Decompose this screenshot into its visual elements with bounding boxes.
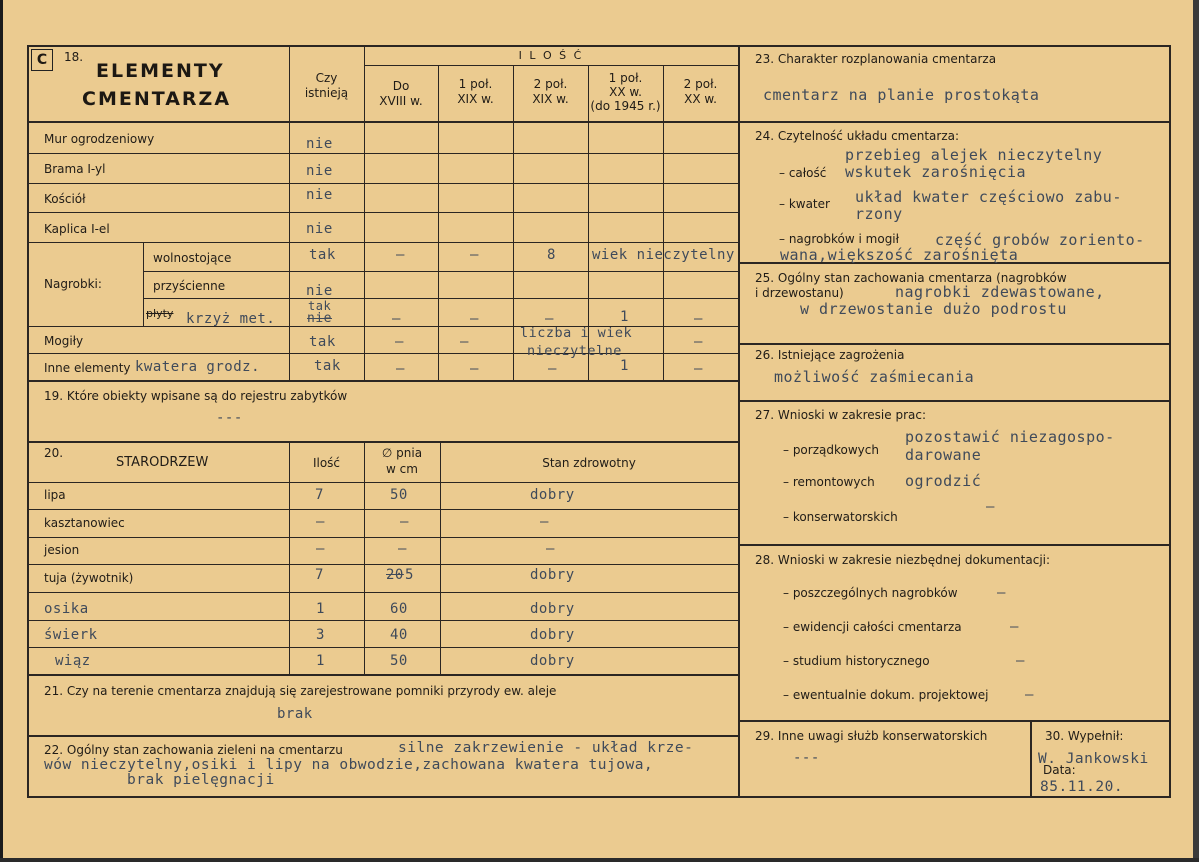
row-mogily-c1: – <box>395 334 404 350</box>
tree-name: jesion <box>44 543 80 557</box>
section-21-value: brak <box>277 706 313 722</box>
row-mogily-c2: – <box>460 334 469 350</box>
row-label-plyty: płyty <box>146 307 174 320</box>
col-2p-xx-line2: XX w. <box>684 92 717 106</box>
tree-qty: – <box>316 541 325 557</box>
row-inne-exists: tak <box>314 358 341 374</box>
tree-name: kasztanowiec <box>44 516 125 530</box>
section-24-nagrob-line2: wana,większość zarośnięta <box>780 246 1019 264</box>
tree-qty: – <box>316 514 325 530</box>
col-exists-line1: Czy <box>315 71 338 85</box>
section-22-line3: brak pielęgnacji <box>127 772 275 788</box>
col-tree-diam-line2: w cm <box>386 462 418 476</box>
section-24-label: 24. Czytelność układu cmentarza: <box>755 129 960 143</box>
tree-health: dobry <box>530 627 575 643</box>
row-plyty-c3: – <box>545 311 554 327</box>
col-xviii-line2: XVIII w. <box>379 94 423 108</box>
row-inne-c1: – <box>396 361 405 377</box>
col-1p-xix-line1: 1 poł. <box>458 77 493 91</box>
row-inne-c5: – <box>694 361 703 377</box>
section-28-item-label: – ewidencji całości cmentarza <box>783 620 962 634</box>
section-29-label: 29. Inne uwagi służb konserwatorskich <box>755 729 988 743</box>
section-25-label-line1: 25. Ogólny stan zachowania cmentarza (nagrobków <box>755 271 1067 285</box>
section-28-item-value: – <box>997 585 1006 601</box>
col-tree-qty: Ilość <box>312 456 341 470</box>
section-22-line1: silne zakrzewienie - układ krze- <box>398 740 694 756</box>
section-29-value: --- <box>793 750 820 766</box>
tree-health: dobry <box>530 601 575 617</box>
scan-edge-bottom <box>0 858 1199 862</box>
row-wolno-c3: 8 <box>547 247 556 263</box>
row-label-mur: Mur ogrodzeniowy <box>44 132 155 146</box>
row-brama-exists: nie <box>306 163 333 179</box>
tree-name: świerk <box>44 627 98 643</box>
section-letter-box: C <box>31 49 53 71</box>
col-2p-xix-line2: XIX w. <box>532 92 569 106</box>
section-27-kons-value: – <box>986 499 995 515</box>
section-27-rem-label: – remontowych <box>783 475 875 489</box>
section-22-line2: wów nieczytelny,osiki i lipy na obwodzie,zachowana kwatera tujowa, <box>44 757 654 773</box>
tree-diam: 40 <box>390 627 408 643</box>
section-24-calosc-label: – całość <box>779 166 827 180</box>
row-inne-c2: – <box>470 361 479 377</box>
col-tree-diam-line1: ∅ pnia <box>381 446 423 460</box>
tree-diam: – <box>398 541 407 557</box>
row-inne-c4: 1 <box>620 358 629 374</box>
section-27-rem-value: ogrodzić <box>905 472 982 490</box>
row-label-wolnostojace: wolnostojące <box>153 251 232 265</box>
row-kosciol-exists: nie <box>306 187 333 203</box>
section-25-label-line2: i drzewostanu) <box>755 286 844 300</box>
col-tree-health: Stan zdrowotny <box>542 456 636 470</box>
row-przysc-exists: nie <box>306 283 333 299</box>
col-2p-xx-line1: 2 poł. <box>683 77 718 91</box>
col-xviii-line1: Do <box>392 79 410 93</box>
section-24-kwater-line2: rzony <box>855 205 903 223</box>
section-19-value: --- <box>216 410 243 426</box>
section-21-label: 21. Czy na terenie cmentarza znajdują się zarejestrowane pomniki przyrody ew. aleje <box>44 684 557 698</box>
section-18-title-line1: ELEMENTY <box>96 60 225 82</box>
quantity-header: I L O Ś Ć <box>518 49 584 62</box>
section-24-kwater-label: – kwater <box>779 197 830 211</box>
section-25-value-line1: nagrobki zdewastowane, <box>895 283 1105 301</box>
tree-health: dobry <box>530 567 575 583</box>
row-kaplica-exists: nie <box>306 221 333 237</box>
section-23-label: 23. Charakter rozplanowania cmentarza <box>755 52 997 66</box>
col-1p-xx-line1: 1 poł. <box>608 71 643 85</box>
row-plyty-c5: – <box>694 311 703 327</box>
row-mur-exists: nie <box>306 136 333 152</box>
section-28-item-label: – ewentualnie dokum. projektowej <box>783 688 989 702</box>
section-20-title: STARODRZEW <box>116 455 209 470</box>
section-28-item-label: – poszczególnych nagrobków <box>783 586 958 600</box>
tree-health: dobry <box>530 653 575 669</box>
tree-health: dobry <box>530 487 575 503</box>
row-wolno-c4: wiek nieczytelny <box>592 247 735 263</box>
tree-name: tuja (żywotnik) <box>44 571 134 585</box>
section-23-value: cmentarz na planie prostokąta <box>763 86 1040 104</box>
col-1p-xx-line3: (do 1945 r.) <box>590 99 661 113</box>
section-27-porz-line2: darowane <box>905 446 982 464</box>
section-24-nagrob-label: – nagrobków i mogił <box>779 232 900 246</box>
tree-diam: 50 <box>390 653 408 669</box>
col-1p-xix-line2: XIX w. <box>457 92 494 106</box>
row-label-przyscienne: przyścienne <box>153 279 226 293</box>
row-wolno-c1: – <box>396 247 405 263</box>
tree-qty: 1 <box>316 653 325 669</box>
section-18-title-line2: CMENTARZA <box>82 88 232 110</box>
row-mogily-c3-line1: liczba i wiek <box>520 325 633 341</box>
row-label-kosciol: Kościół <box>44 192 86 206</box>
row-inne-added: kwatera grodz. <box>135 359 261 375</box>
section-20-number: 20. <box>44 446 64 460</box>
col-1p-xx-line2: XX w. <box>609 85 642 99</box>
tree-health: – <box>540 514 549 530</box>
col-exists-line2: istnieją <box>304 86 349 100</box>
row-label-inne: Inne elementy <box>44 361 131 375</box>
tree-diam: 5 <box>405 567 414 583</box>
row-plyty-added: krzyż met. <box>186 311 276 327</box>
tree-qty: 7 <box>315 567 324 583</box>
tree-qty: 1 <box>316 601 325 617</box>
section-25-value-line2: w drzewostanie dużo podrostu <box>800 300 1067 318</box>
tree-name: osika <box>44 601 89 617</box>
row-wolno-c2: – <box>470 247 479 263</box>
section-22-label: 22. Ogólny stan zachowania zieleni na cmentarzu <box>44 743 343 757</box>
row-label-mogily: Mogiły <box>44 334 84 348</box>
tree-health: – <box>546 541 555 557</box>
scan-edge-right <box>1193 0 1199 862</box>
tree-qty: 7 <box>315 487 324 503</box>
row-plyty-exists-old: nie <box>307 311 332 326</box>
section-24-nagrob-line1: część grobów zoriento- <box>935 231 1145 249</box>
row-mogily-c3-line2: nieczytelne <box>527 343 622 359</box>
section-24-calosc-line1: przebieg alejek nieczytelny <box>845 146 1103 164</box>
tree-diam: 50 <box>390 487 408 503</box>
row-label-kaplica: Kaplica I-el <box>44 222 110 236</box>
section-30-label: 30. Wypełnił: <box>1045 729 1124 743</box>
section-27-porz-label: – porządkowych <box>783 443 879 457</box>
scan-edge-left <box>0 0 3 862</box>
row-mogily-exists: tak <box>309 334 336 350</box>
row-label-brama: Brama I-yl <box>44 162 106 176</box>
section-28-label: 28. Wnioski w zakresie niezbędnej dokumentacji: <box>755 553 1051 567</box>
tree-diam: – <box>400 514 409 530</box>
section-24-calosc-line2: wskutek zarośnięcia <box>845 163 1027 181</box>
row-inne-c3: – <box>548 361 557 377</box>
row-label-nagrobki: Nagrobki: <box>44 277 102 291</box>
date-label: Data: <box>1043 763 1076 777</box>
section-28-item-label: – studium historycznego <box>783 654 930 668</box>
section-19-label: 19. Które obiekty wpisane są do rejestru zabytków <box>44 389 348 403</box>
tree-name: wiąz <box>55 653 91 669</box>
col-2p-xix-line1: 2 poł. <box>533 77 568 91</box>
section-27-label: 27. Wnioski w zakresie prac: <box>755 408 927 422</box>
section-26-label: 26. Istniejące zagrożenia <box>755 348 905 362</box>
section-18-number: 18. <box>64 50 84 64</box>
row-wolno-exists: tak <box>309 247 336 263</box>
filled-date: 85.11.20. <box>1040 779 1124 795</box>
filled-by-name: W. Jankowski <box>1038 751 1149 767</box>
section-27-porz-line1: pozostawić niezagospo- <box>905 428 1115 446</box>
tree-qty: 3 <box>316 627 325 643</box>
row-mogily-c5: – <box>694 334 703 350</box>
section-27-kons-label: – konserwatorskich <box>783 510 898 524</box>
tree-name: lipa <box>44 488 66 502</box>
tree-diam-old: 20 <box>386 567 404 583</box>
section-28-item-value: – <box>1025 687 1034 703</box>
section-28-item-value: – <box>1016 653 1025 669</box>
row-plyty-c1: – <box>392 311 401 327</box>
row-plyty-c2: – <box>470 311 479 327</box>
section-28-item-value: – <box>1010 619 1019 635</box>
section-26-value: możliwość zaśmiecania <box>774 368 975 386</box>
section-24-kwater-line1: układ kwater częściowo zabu- <box>855 188 1122 206</box>
row-plyty-exists: tak <box>308 299 332 313</box>
row-plyty-c4: 1 <box>620 309 629 325</box>
tree-diam: 60 <box>390 601 408 617</box>
